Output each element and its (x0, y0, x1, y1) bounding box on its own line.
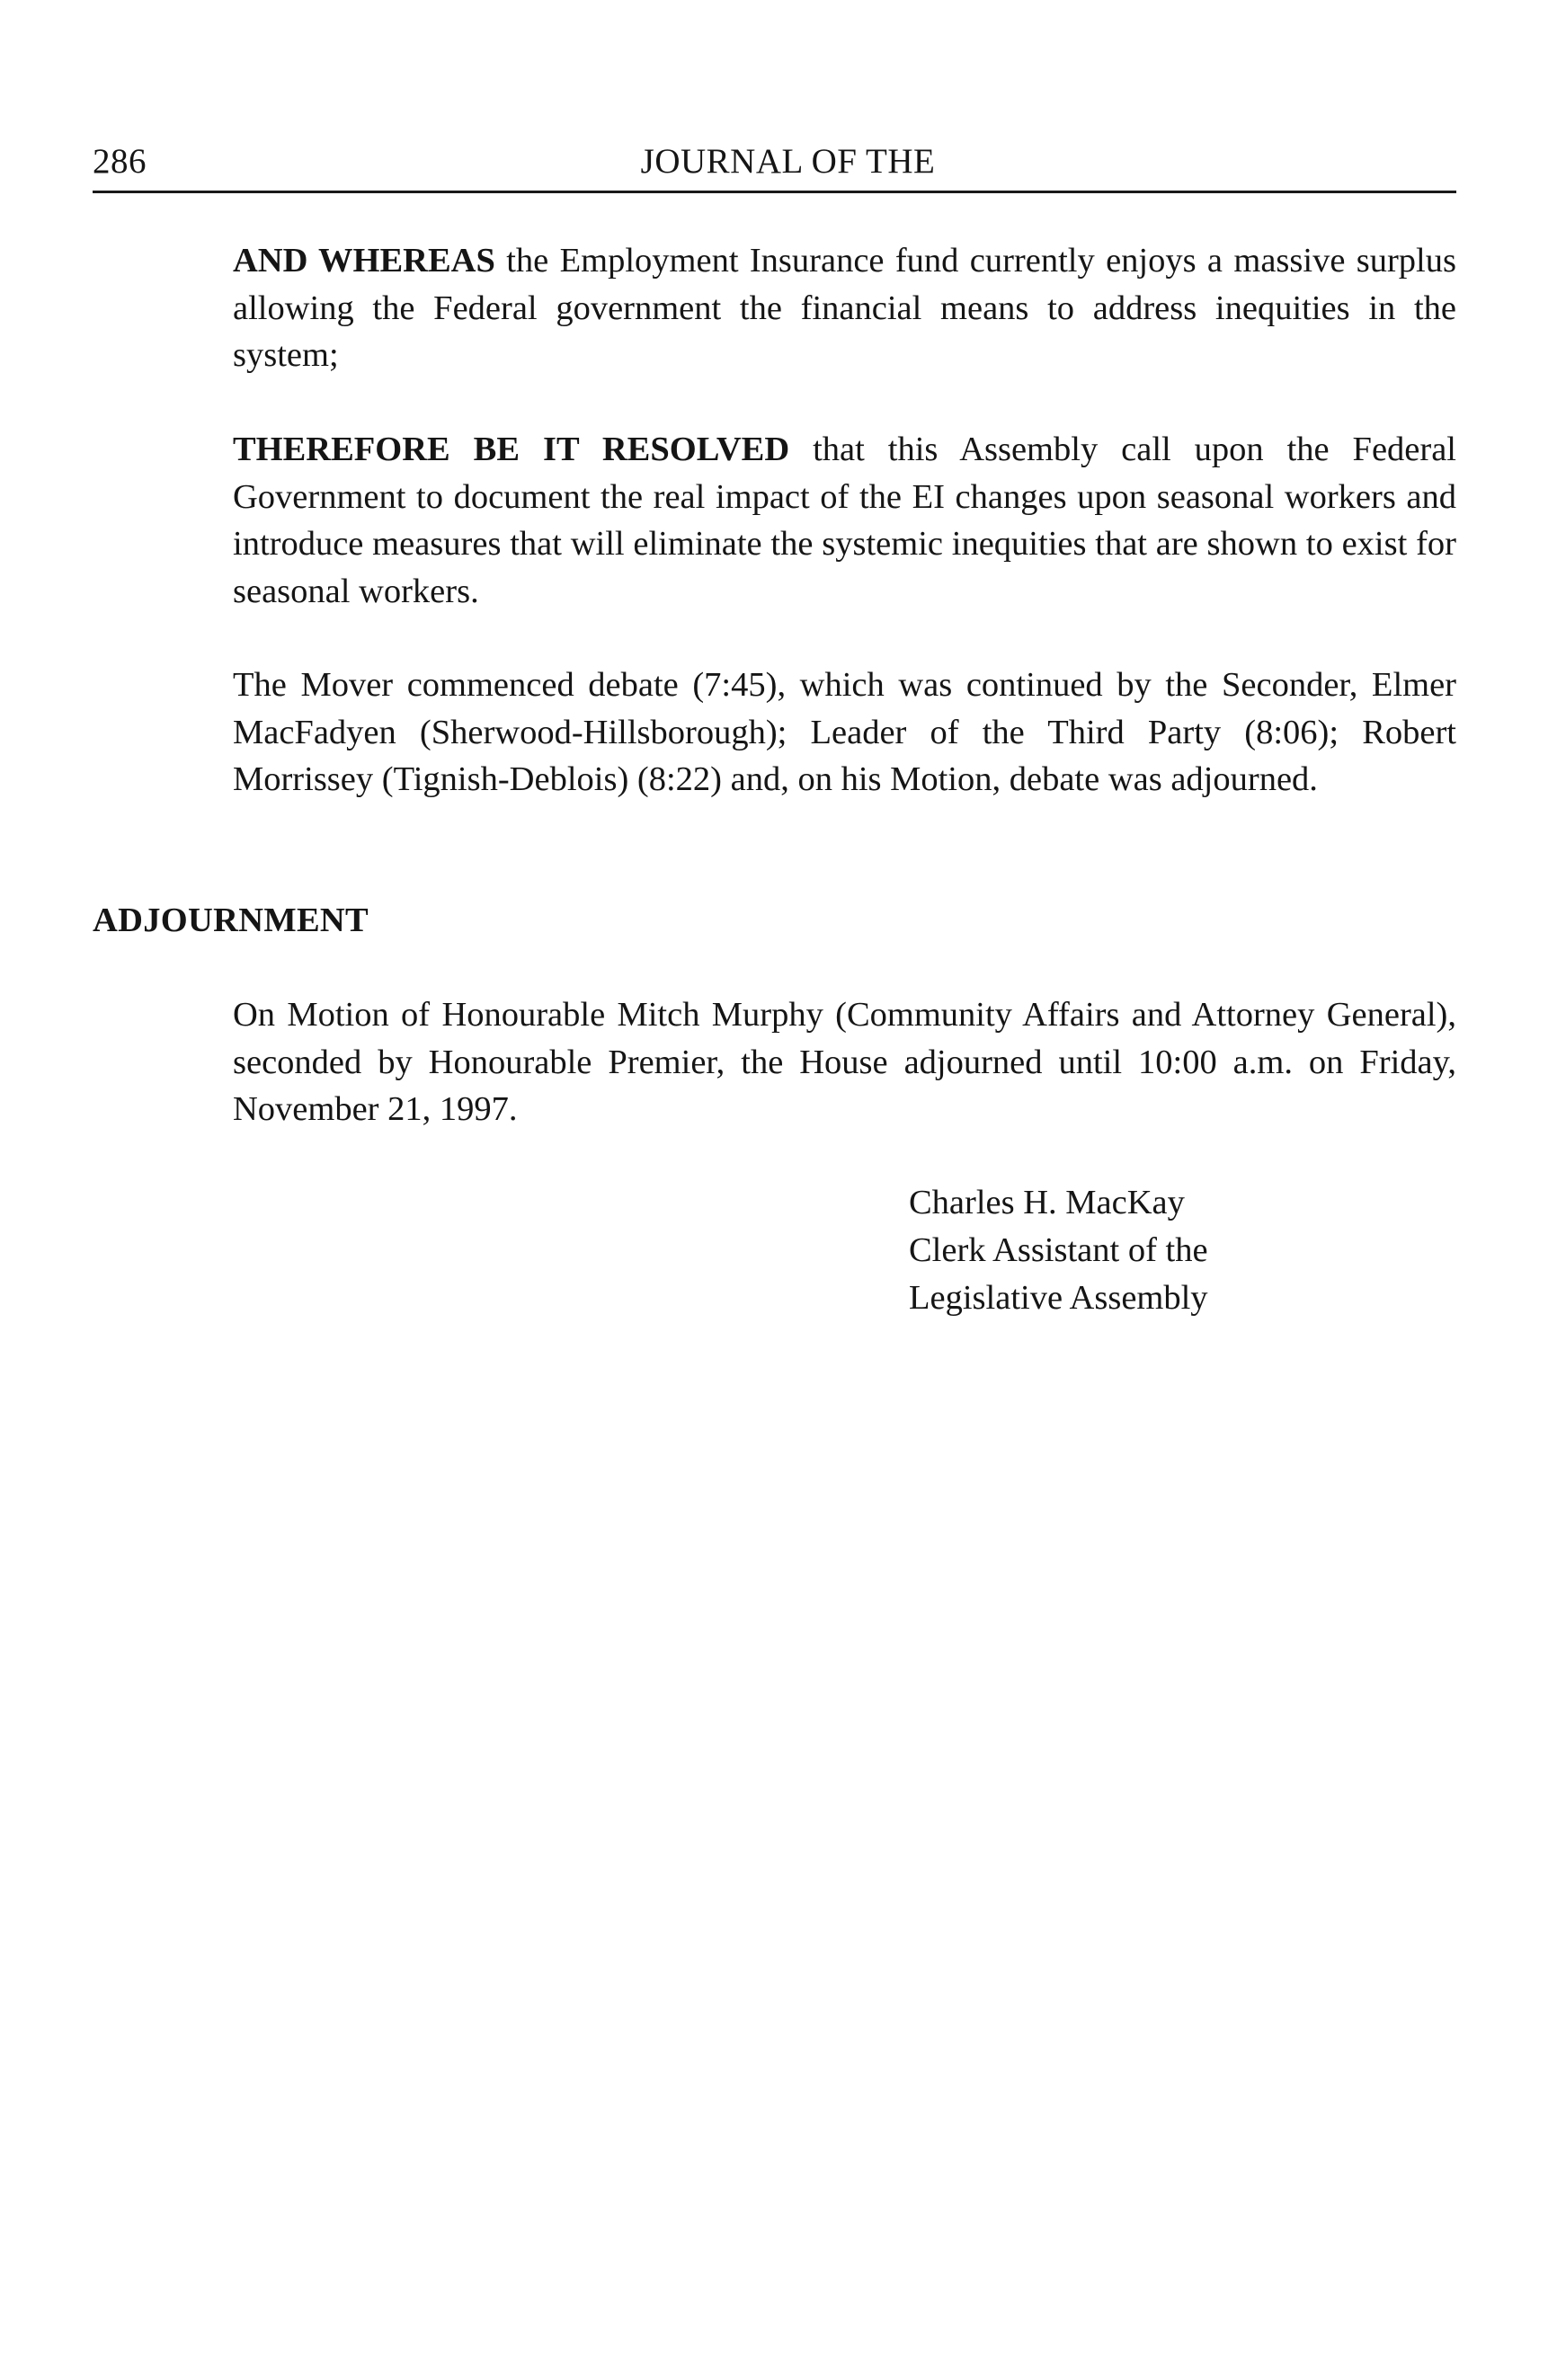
resolved-text: that this Assembly call upon the Federal Government to document the real impact of the EI changes upon seasonal workers and introduce measures that will eliminate the systemic inequities that are shown to exist for seasonal workers. (233, 431, 1456, 610)
signatory-title-line1: Clerk Assistant of the (909, 1231, 1208, 1269)
resolved-lead: THEREFORE BE IT RESOLVED (233, 431, 790, 468)
signature-block (909, 1179, 1208, 1322)
whereas-text: the Employment Insurance fund currently enjoys a massive surplus allowing the Federal government the financial means to address inequities in the system; (233, 242, 1456, 374)
header-rule (93, 191, 1456, 193)
signatory-title-line2: Legislative Assembly (909, 1279, 1208, 1317)
running-title: JOURNAL OF THE (640, 142, 936, 181)
page-number: 286 (93, 142, 147, 181)
adjournment-heading: ADJOURNMENT (93, 901, 369, 939)
page-header (93, 135, 1456, 189)
signatory-name: Charles H. MacKay (909, 1184, 1185, 1221)
resolved-paragraph (233, 426, 1456, 615)
adjournment-paragraph: On Motion of Honourable Mitch Murphy (Community Affairs and Attorney General), seconded by Honourable Premier, the House adjourned until 10:00 a.m. on Friday, November 21, 1997. (233, 996, 1456, 1128)
debate-paragraph: The Mover commenced debate (7:45), which was continued by the Seconder, Elmer MacFadyen (Sherwood-Hillsborough); Leader of the Third Party (8:06); Robert Morrissey (Tignish-Deblois) (8:22) and, on his Motion, debate was adjourned. (233, 666, 1456, 798)
whereas-paragraph (233, 237, 1456, 379)
whereas-lead: AND WHEREAS (233, 242, 495, 280)
